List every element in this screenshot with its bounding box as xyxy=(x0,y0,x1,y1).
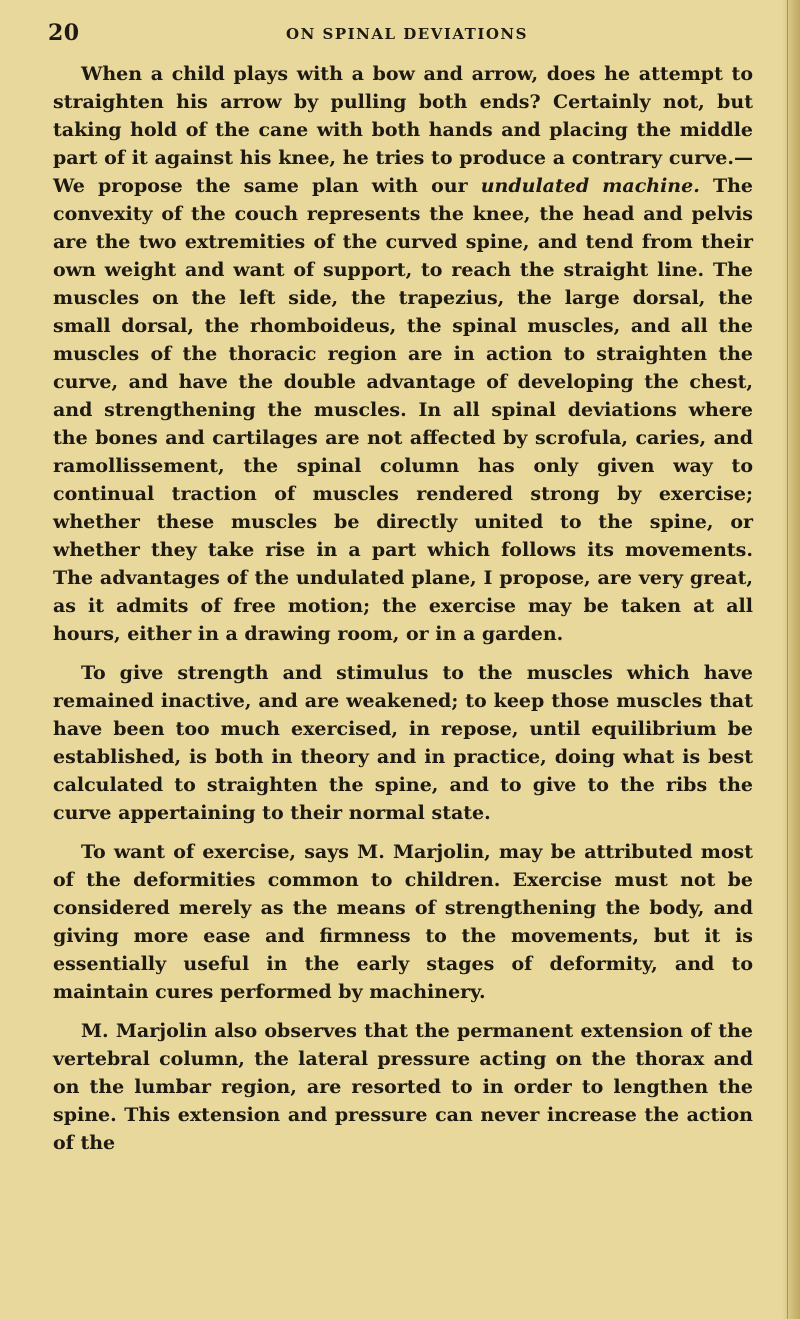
running-head: ON SPINAL DEVIATIONS xyxy=(286,25,528,43)
page-number: 20 xyxy=(48,20,80,46)
body-text xyxy=(53,60,753,1157)
paragraph-1-emphasis: undulated machine. xyxy=(480,175,700,197)
paragraph-1-text-end: The convexity of the couch represents the knee, the head and pelvis are the two extremities of the curved spine, and tend from their own weight and want of support, to reach the straight line. The muscles on the left side, the trapezius, the large dorsal, the small dorsal, the rhomboideus, the spinal muscles, and all the muscles of the thoracic region are in action to straighten the curve, and have the double advantage of developing the chest, and strengthening the muscles. In all spinal deviations where the bones and cartilages are not affected by scrofula, caries, and ramollissement, the spinal column has only given way to continual traction of muscles rendered strong by exercise; whether these muscles be directly united to the spine, or whether they take rise in a part which follows its movements. The advantages of the undulated plane, I propose, are very great, as it admits of free motion; the exercise may be taken at all hours, either in a drawing room, or in a garden. xyxy=(53,175,753,645)
paragraph-4: M. Marjolin also observes that the permanent extension of the vertebral column, the lateral pressure acting on the thorax and on the lumbar region, are resorted to in order to lengthen the spine. This extension and pressure can never increase the action of the xyxy=(53,1020,753,1154)
page-header xyxy=(48,20,766,48)
page-edge-line xyxy=(787,0,788,1319)
paragraph-1-text-start: When a child plays with a bow and arrow, does he attempt to straighten his arrow by pulling both ends? Certainly not, but taking hold of the cane with both hands and placing the middle part of it against his knee, he tries to produce a contrary curve.— We propose the same plan with our xyxy=(53,63,753,197)
paragraph-3: To want of exercise, says M. Marjolin, may be attributed most of the deformities common to children. Exercise must not be considered merely as the means of strengthening the body, and giving more ease and firmness to the movements, but it is essentially useful in the early stages of deformity, and to maintain cures performed by machinery. xyxy=(53,841,753,1003)
page-edge-shadow xyxy=(782,0,800,1319)
paragraph-2: To give strength and stimulus to the muscles which have remained inactive, and are weakened; to keep those muscles that have been too much exercised, in repose, until equilibrium be established, is both in theory and in practice, doing what is best calculated to straighten the spine, and to give to the ribs the curve appertaining to their normal state. xyxy=(53,662,753,824)
paragraph-1 xyxy=(53,60,753,648)
